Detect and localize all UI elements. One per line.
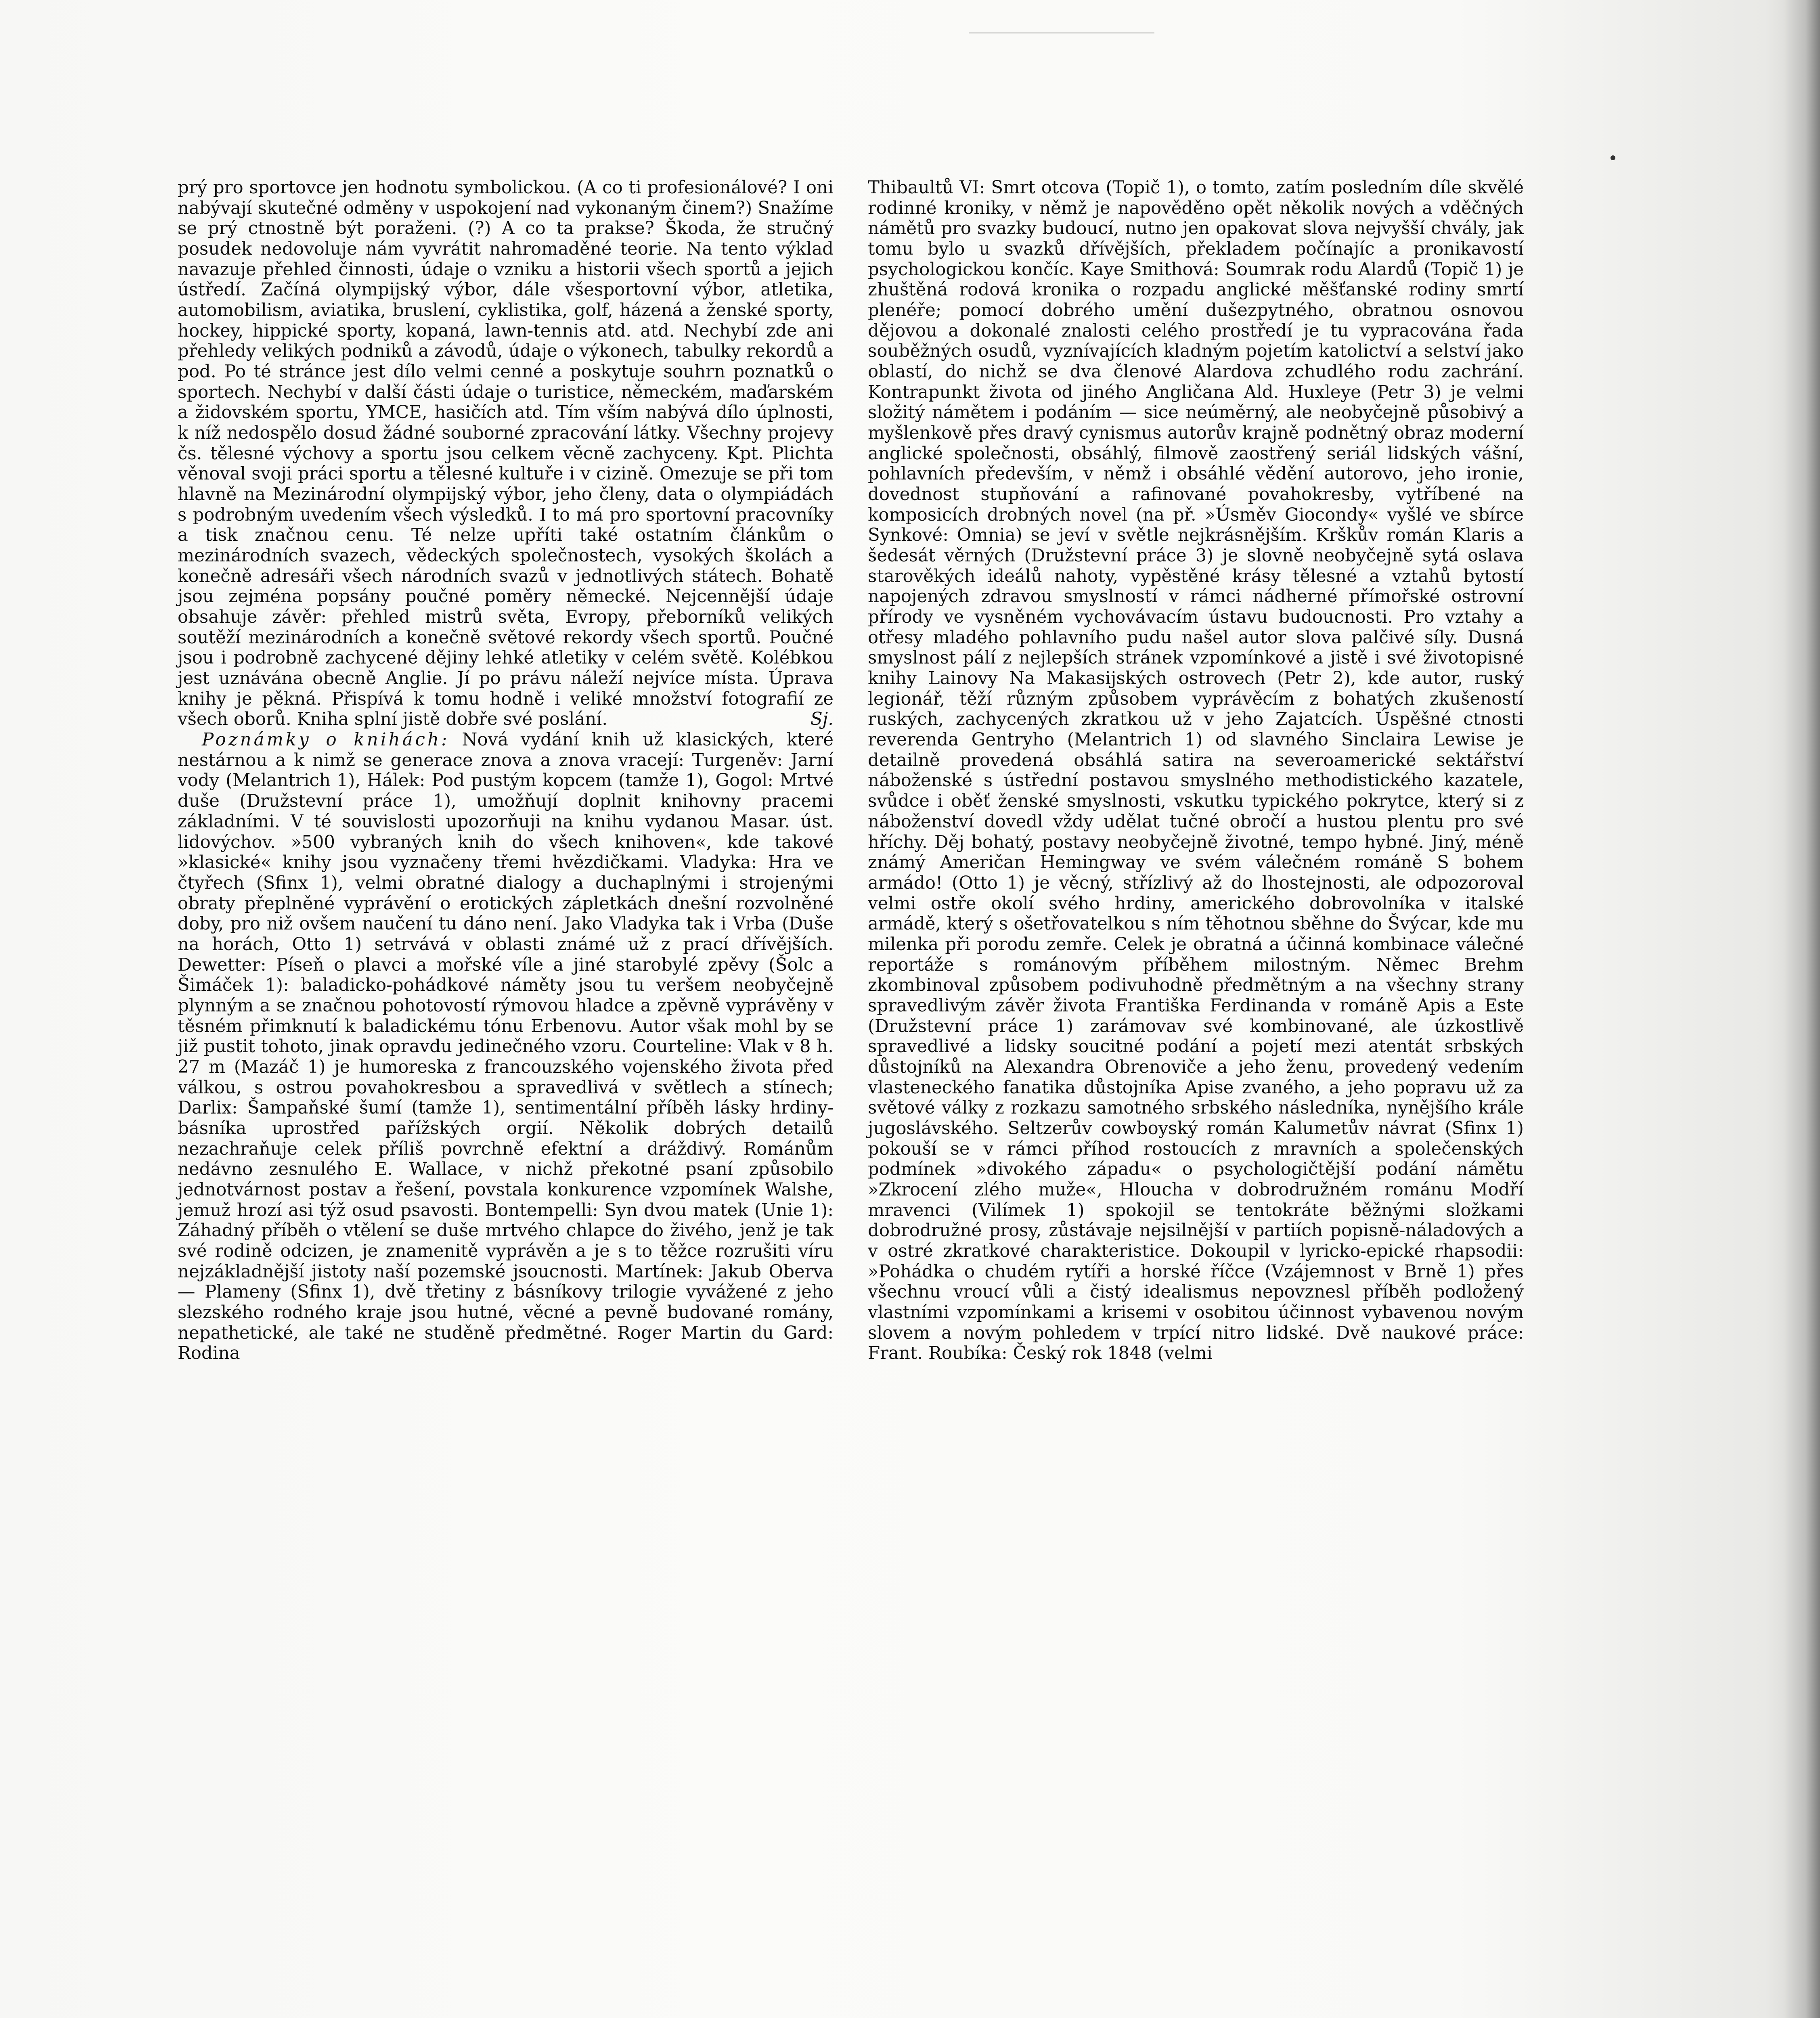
right-column — [868, 178, 1524, 1364]
left-paragraph-1-text: prý pro sportovce jen hodnotu symbolickou. (A co ti profesionálové? I oni nabývají skutečné odměny v uspokojení nad vykonaným činem?) Snažíme se prý ctnostně být poraženi. (?) A co ta prakse? Škoda, že stručný posudek nedovoluje nám vyvrátit nahromaděné teorie. Na tento výklad navazuje přehled činnosti, údaje o vzniku a historii všech sportů a jejich ústředí. Začíná olympijský výbor, dále všesportovní výbor, atletika, automobilism, aviatika, bruslení, cyklistika, golf, házená a ženské sporty, hockey, hippické sporty, kopaná, lawn-tennis atd. atd. Nechybí zde ani přehledy velikých podniků a závodů, údaje o výkonech, tabulky rekordů a pod. Po té stránce jest dílo velmi cenné a poskytuje souhrn poznatků o sportech. Nechybí v další části údaje o turistice, německém, maďarském a židovském sportu, YMCE, hasičích atd. Tím vším nabývá dílo úplnosti, k níž nedospělo dosud žádné souborné zpracování látky. Všechny projevy čs. tělesné výchovy a sportu jsou celkem věcně zachyceny. Kpt. Plichta věnoval svoji práci sportu a tělesné kultuře i v cizině. Omezuje se při tom hlavně na Mezinárodní olympijský výbor, jeho členy, data o olympiádách s podrobným uvedením všech výsledků. I to má pro sportovní pracovníky a tisk značnou cenu. Té nelze upříti také ostatním článkům o mezinárodních svazech, vědeckých společnostech, vysokých školách a konečně adresáři všech národních svazů v jednotlivých státech. Bohatě jsou zejména popsány poučné poměry německé. Nejcennější údaje obsahuje závěr: přehled mistrů světa, Evropy, přeborníků velikých soutěží mezinárodních a konečně světové rekordy všech sportů. Poučné jsou i podrobně zachycené dějiny lehké atletiky v celém světě. Kolébkou jest uznávána obecně Anglie. Jí po právu náleží nejvíce místa. Úprava knihy je pěkná. Přispívá k tomu hodně i veliké množství fotografií ze všech oborů. Kniha splní jistě dobře své poslání. — [178, 178, 834, 730]
left-paragraph-1 — [178, 178, 834, 730]
left-paragraph-2 — [178, 730, 834, 1364]
scan-artifact — [969, 0, 1154, 33]
left-paragraph-2-text: Nová vydání knih už klasických, které nestárnou a k nimž se generace znova a znova vracejí: Turgeněv: Jarní vody (Melantrich 1), Hálek: Pod pustým kopcem (tamže 1), Gogol: Mrtvé duše (Družstevní práce 1), umožňují doplnit knihovny pracemi základními. V té souvislosti upozorňuji na knihu vydanou Masar. úst. lidovýchov. »500 vybraných knih do všech knihoven«, kde takové »klasické« knihy jsou vyznačeny třemi hvězdičkami. Vladyka: Hra ve čtyřech (Sfinx 1), velmi obratné dialogy a duchaplnými i strojenými obraty přeplněné vyprávění o erotických zápletkách dnešní rozvolněné doby, pro niž ovšem naučení tu dáno není. Jako Vladyka tak i Vrba (Duše na horách, Otto 1) setrvává v oblasti známé už z prací dřívějších. Dewetter: Píseň o plavci a mořské víle a jiné starobylé zpěvy (Šolc a Šimáček 1): baladicko-pohádkové náměty jsou tu veršem neobyčejně plynným a se značnou pohotovostí rýmovou hladce a zpěvně vyprávěny v těsném přimknutí k baladickému tónu Erbenovu. Autor však mohl by se již pustit tohoto, jinak opravdu jedinečného vzoru. Courteline: Vlak v 8 h. 27 m (Mazáč 1) je humoreska z francouzského vojenského života před válkou, s ostrou povahokresbou a spravedlivá v světlech a stínech; Darlix: Šampaňské šumí (tamže 1), sentimentální příběh lásky hrdiny-básníka uprostřed pařížských orgií. Několik dobrých detailů nezachraňuje celek příliš povrchně efektní a dráždivý. Románům nedávno zesnulého E. Wallace, v nichž překotné psaní způsobilo jednotvárnost postav a řešení, povstala konkurence vzpomínek Walshe, jemuž hrozí asi týž osud psavosti. Bontempelli: Syn dvou matek (Unie 1): Záhadný příběh o vtělení se duše mrtvého chlapce do živého, jenž je tak své rodině odcizen, je znamenitě vyprávěn a je s to těžce rozrušiti víru nejzákladnější jistoty naší pozemské jsoucnosti. Martínek: Jakub Oberva — Plameny (Sfinx 1), dvě třetiny z básníkovy trilogie vyvážené z jeho slezského rodného kraje jsou hutné, věcné a pevně budované romány, nepathetické, ale také ne studěně předmětné. Roger Martin du Gard: Rodina — [178, 730, 834, 1364]
ink-speck — [1611, 155, 1615, 160]
reviewer-signature: Sj. — [810, 709, 834, 730]
right-paragraph-1: Thibaultů VI: Smrt otcova (Topič 1), o tomto, zatím posledním díle skvělé rodinné kroniky, v němž je napověděno opět několik nových a vděčných námětů pro svazky budoucí, nutno jen opakovat slova nejvyšší chvály, jak tomu bylo u svazků dřívějších, překladem počínajíc a pronikavostí psychologickou končíc. Kaye Smithová: Soumrak rodu Alardů (Topič 1) je zhuštěná rodová kronika o rozpadu anglické měšťanské rodiny smrtí plenéře; pomocí dobrého umění dušezpytného, obratnou osnovou dějovou a dokonalé znalosti celého prostředí je tu vypracována řada souběžných osudů, vyznívajících kladným pojetím katolictví a selství jako oblastí, do nichž se dva členové Alardova zchudlého rodu zachrání. Kontrapunkt života od jiného Angličana Ald. Huxleye (Petr 3) je velmi složitý námětem i podáním — sice neúměrný, ale neobyčejně působivý a myšlenkově přes dravý cynismus autorův krajně podnětný obraz moderní anglické společnosti, obsáhlý, filmově zaostřený seriál lidských vášní, pohlavních především, v němž i obsáhlé vědění autorovo, jeho ironie, dovednost stupňování a rafinované povahokresby, vytříbené na komposicích drobných novel (na př. »Úsměv Giocondy« vyšlé ve sbírce Synkové: Omnia) se jeví v světle nejkrásnějším. Krškův román Klaris a šedesát věrných (Družstevní práce 3) je slovně neobyčejně sytá oslava starověkých ideálů nahoty, vypěstěné krásy tělesné a vztahů bytostí napojených zdravou smyslností v rámci nádherné přímořské ostrovní přírody ve vysněném vychovávacím ústavu budoucnosti. Pro vztahy a otřesy mladého pohlavního pudu našel autor slova palčivé síly. Dusná smyslnost pálí z nejlepších stránek vzpomínkové a jistě i své životopisné knihy Lainovy Na Makasijských ostrovech (Petr 2), kde autor, ruský legionář, těží různým způsobem vyprávěcím z bohatých zkušeností ruských, zachycených zkratkou už v jeho Zajatcích. Úspěšné ctnosti reverenda Gentryho (Melantrich 1) od slavného Sinclaira Lewise je detailně provedená obsáhlá satira na severoamerické sektářství náboženské s ústřední postavou smyslného methodistického kazatele, svůdce i oběť ženské smyslnosti, vskutku typického pokrytce, který si z náboženství dovedl vždy udělat tučné obročí a hustou plentu pro své hříchy. Děj bohatý, postavy neobyčejně životné, tempo hybné. Jiný, méně známý Američan Hemingway ve svém válečném románě S bohem armádo! (Otto 1) je věcný, střízlivý až do lhostejnosti, ale odpozoroval velmi ostře okolí svého hrdiny, amerického dobrovolníka v italské armádě, který s ošetřovatelkou s ním těhotnou sběhne do Švýcar, kde mu milenka při porodu zemře. Celek je obratná a účinná kombinace válečné reportáže s románovým příběhem milostným. Němec Brehm zkombinoval způsobem podivuhodně předmětným a na všechny strany spravedlivým závěr života Františka Ferdinanda v románě Apis a Este (Družstevní práce 1) zarámovav své kombinované, ale úzkostlivě spravedlivé a lidsky soucitné podání a pojetí mezi atentát srbských důstojníků na Alexandra Obrenoviče a jeho ženu, provedený vedením vlasteneckého fanatika důstojníka Apise zvaného, a jeho popravu už za světové války z rozkazu samotného srbského následníka, nynějšího krále jugoslávského. Seltzerův cowboyský román Kalumetův návrat (Sfinx 1) pokouší se v rámci příhod rostoucích z mravních a společenských podmínek »divokého západu« o psychologičtější podání námětu »Zkrocení zlého muže«, Hloucha v dobrodružném románu Modří mravenci (Vilímek 1) spokojil se tentokráte běžnými složkami dobrodružné prosy, zůstávaje nejsilnější v partiích popisně-náladových a v ostré zkratkové charakteristice. Dokoupil v lyricko-epické rhapsodii: »Pohádka o chudém rytíři a horské říčce (Vzájemnost v Brně 1) přes všechnu vroucí vůli a čistý idealismus nepovznesl příběh podložený vlastními vzpomínkami a krisemi v osobitou účinnost vybavenou novým slovem a novým pohledem v trpící nitro lidské. Dvě naukové práce: Frant. Roubíka: Český rok 1848 (velmi — [868, 178, 1524, 1364]
section-lead-title: Poznámky o knihách: — [202, 730, 450, 750]
page-edge-shadow — [1784, 0, 1820, 2018]
left-column — [178, 178, 834, 1364]
